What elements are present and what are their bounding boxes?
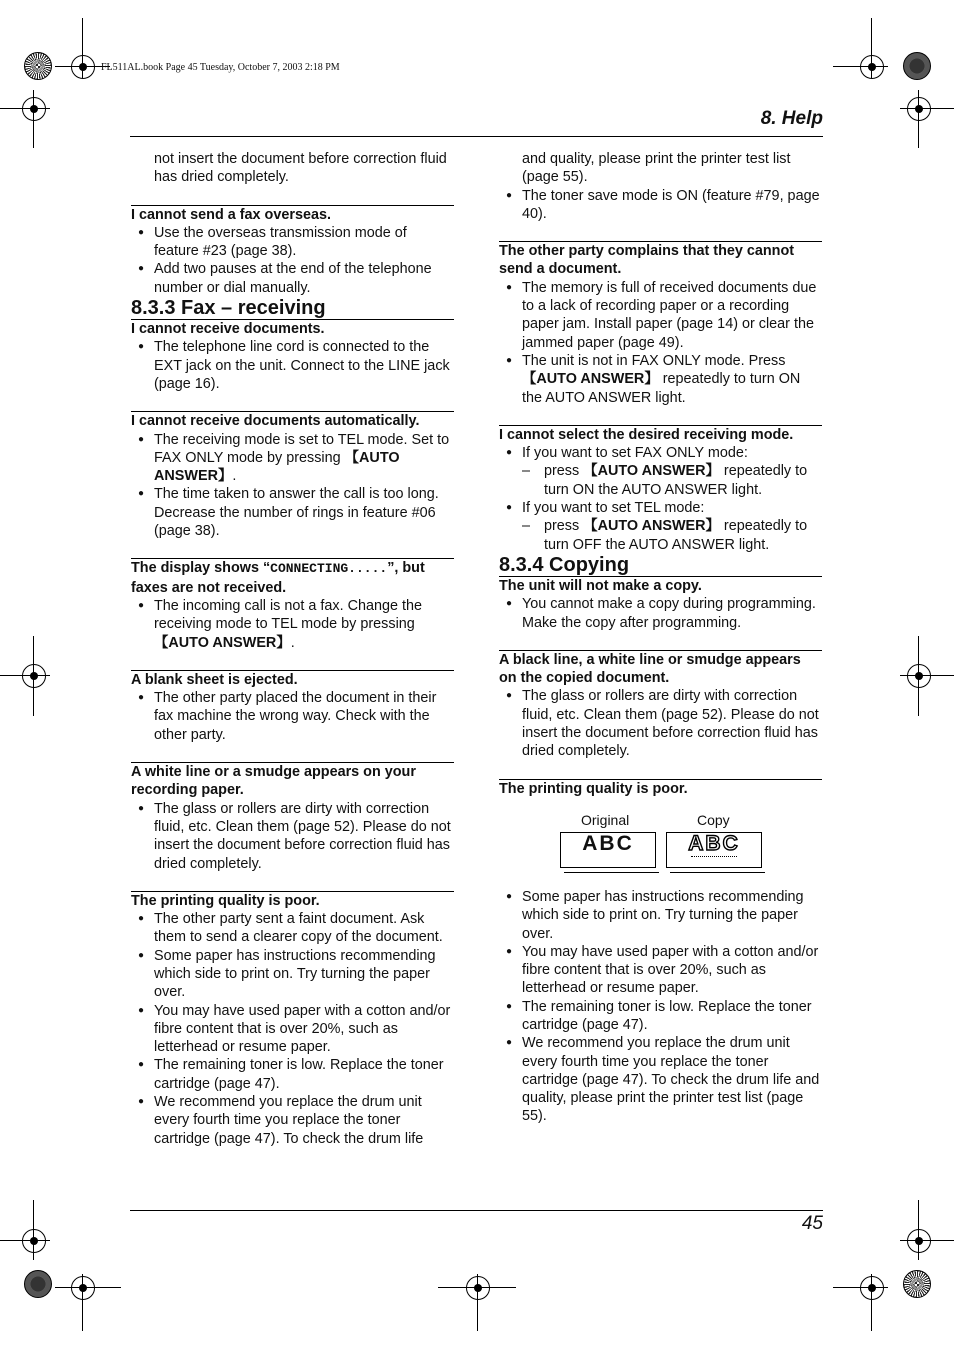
no-copy-question: The unit will not make a copy.	[499, 577, 702, 594]
list-item: ● Some paper has instructions recommending which side to print on. Try turning the paper over.	[131, 947, 454, 1002]
list-item: ● If you want to set TEL mode:	[499, 499, 822, 517]
crosshair-mark-rm	[907, 664, 931, 688]
list-item: ● The remaining toner is low. Replace the toner cartridge (page 47).	[131, 1056, 454, 1093]
original-sample: ABC	[560, 832, 656, 868]
crosshair-mark-lm	[22, 664, 46, 688]
right-column	[499, 150, 822, 1126]
list-item: ● The remaining toner is low. Replace the toner cartridge (page 47).	[499, 998, 822, 1035]
header-rule	[130, 136, 823, 137]
other-party-question: The other party complains that they cannot send a document.	[499, 243, 795, 278]
display-text: CONNECTING.....	[270, 561, 388, 577]
crosshair-mark-lb	[22, 1229, 46, 1253]
list-item: ● The memory is full of received documents due to a lack of recording paper or a recording paper jam. Install paper (page 14) or clear the jammed paper (page 49).	[499, 279, 822, 352]
crosshair-mark-tr	[860, 55, 884, 79]
registration-disc-top-left	[24, 52, 52, 80]
crosshair-mark-rb	[907, 1229, 931, 1253]
left-column	[131, 150, 454, 1148]
overseas-question: I cannot send a fax overseas.	[131, 206, 331, 223]
copy-sample: ABC	[666, 832, 762, 868]
list-item: ● The unit is not in FAX ONLY mode. Press 【AUTO ANSWER】 repeatedly to turn ON the AUTO ANSWER light.	[499, 352, 822, 407]
list-item: ● We recommend you replace the drum unit every fourth time you replace the toner cartridge (page 47). To check the drum life and quality, please print the printer test list (page 55).	[499, 1034, 822, 1125]
display-question: The display shows “CONNECTING.....”, but faxes are not received.	[131, 560, 425, 596]
white-line-question: A white line or a smudge appears on your recording paper.	[131, 764, 416, 799]
crosshair-mark-lt	[22, 97, 46, 121]
section-title-fax-receiving: 8.3.3 Fax – receiving	[131, 297, 326, 320]
crosshair-mark-bl	[71, 1276, 95, 1300]
page-number: 45	[801, 1213, 823, 1234]
list-item: ● The time taken to answer the call is too long. Decrease the number of rings in feature #06 (page 38).	[131, 485, 454, 540]
left-intro: not insert the document before correction fluid has dried completely.	[154, 151, 447, 186]
auto-answer-key: 【AUTO ANSWER】	[522, 371, 659, 388]
auto-receive-question: I cannot receive documents automatically.	[131, 413, 420, 430]
auto-answer-key: 【AUTO ANSWER】	[583, 518, 720, 535]
list-item: ● The receiving mode is set to TEL mode. Set to FAX ONLY mode by pressing 【AUTO ANSWER】.	[131, 431, 454, 486]
registration-disc-bottom-right	[903, 1270, 931, 1298]
list-item: ● The glass or rollers are dirty with correction fluid, etc. Clean them (page 52). Please do not insert the document before correction fluid has dried completely.	[499, 687, 822, 760]
footer-rule	[130, 1210, 823, 1211]
list-subitem: – press 【AUTO ANSWER】 repeatedly to turn ON the AUTO ANSWER light.	[499, 462, 822, 499]
crosshair-mark-rt	[907, 97, 931, 121]
registration-disc-bottom-left	[24, 1270, 52, 1298]
crosshair-mark-br	[860, 1276, 884, 1300]
list-item: ● You may have used paper with a cotton and/or fibre content that is over 20%, such as letterhead or resume paper.	[499, 943, 822, 998]
section-title-copying: 8.3.4 Copying	[499, 553, 630, 576]
right-intro: and quality, please print the printer test list (page 55).	[522, 151, 791, 186]
list-item: ● If you want to set FAX ONLY mode:	[499, 444, 822, 462]
list-item: ● Some paper has instructions recommending which side to print on. Try turning the paper over.	[499, 888, 822, 943]
list-item: ● Use the overseas transmission mode of feature #23 (page 38).	[131, 224, 454, 261]
auto-answer-key: 【AUTO ANSWER】	[154, 449, 400, 485]
list-item: ● The incoming call is not a fax. Change the receiving mode to TEL mode by pressing 【AUTO ANSWER】.	[131, 597, 454, 652]
copy-label: Copy	[697, 811, 730, 828]
receive-question: I cannot receive documents.	[131, 321, 325, 338]
print-quality-illustration	[499, 798, 822, 888]
crosshair-mark-tl	[71, 55, 95, 79]
list-subitem: – press 【AUTO ANSWER】 repeatedly to turn OFF the AUTO ANSWER light.	[499, 517, 822, 554]
list-item: ● The other party placed the document in their fax machine the wrong way. Check with the other party.	[131, 689, 454, 744]
list-item: ● The other party sent a faint document. Ask them to send a clearer copy of the document.	[131, 910, 454, 947]
list-item: ● The glass or rollers are dirty with correction fluid, etc. Clean them (page 52). Please do not insert the document before correction fluid has dried completely.	[131, 800, 454, 873]
list-item: ● You cannot make a copy during programming. Make the copy after programming.	[499, 595, 822, 632]
crosshair-mark-bc	[466, 1276, 490, 1300]
auto-answer-key: 【AUTO ANSWER】	[154, 634, 291, 651]
black-line-question: A black line, a white line or smudge appears on the copied document.	[499, 651, 801, 687]
list-item: ● The toner save mode is ON (feature #79, page 40).	[499, 187, 822, 224]
original-label: Original	[581, 811, 630, 828]
list-item: ● We recommend you replace the drum unit every fourth time you replace the toner cartridge (page 47). To check the drum life	[131, 1093, 454, 1148]
list-item: ● You may have used paper with a cotton and/or fibre content that is over 20%, such as letterhead or resume paper.	[131, 1002, 454, 1057]
auto-answer-key: 【AUTO ANSWER】	[583, 463, 720, 480]
registration-disc-top-right	[903, 52, 931, 80]
print-quality-question: The printing quality is poor.	[131, 892, 320, 909]
copy-print-quality-question: The printing quality is poor.	[499, 780, 688, 797]
blank-sheet-question: A blank sheet is ejected.	[131, 671, 298, 688]
receive-mode-question: I cannot select the desired receiving mode.	[499, 426, 794, 443]
chapter-title: 8. Help	[760, 108, 823, 129]
list-item: ● Add two pauses at the end of the telephone number or dial manually.	[131, 260, 454, 297]
print-header: FL511AL.book Page 45 Tuesday, October 7, 2003 2:18 PM	[101, 62, 340, 73]
list-item: ● The telephone line cord is connected to the EXT jack on the unit. Connect to the LINE jack (page 16).	[131, 338, 454, 393]
